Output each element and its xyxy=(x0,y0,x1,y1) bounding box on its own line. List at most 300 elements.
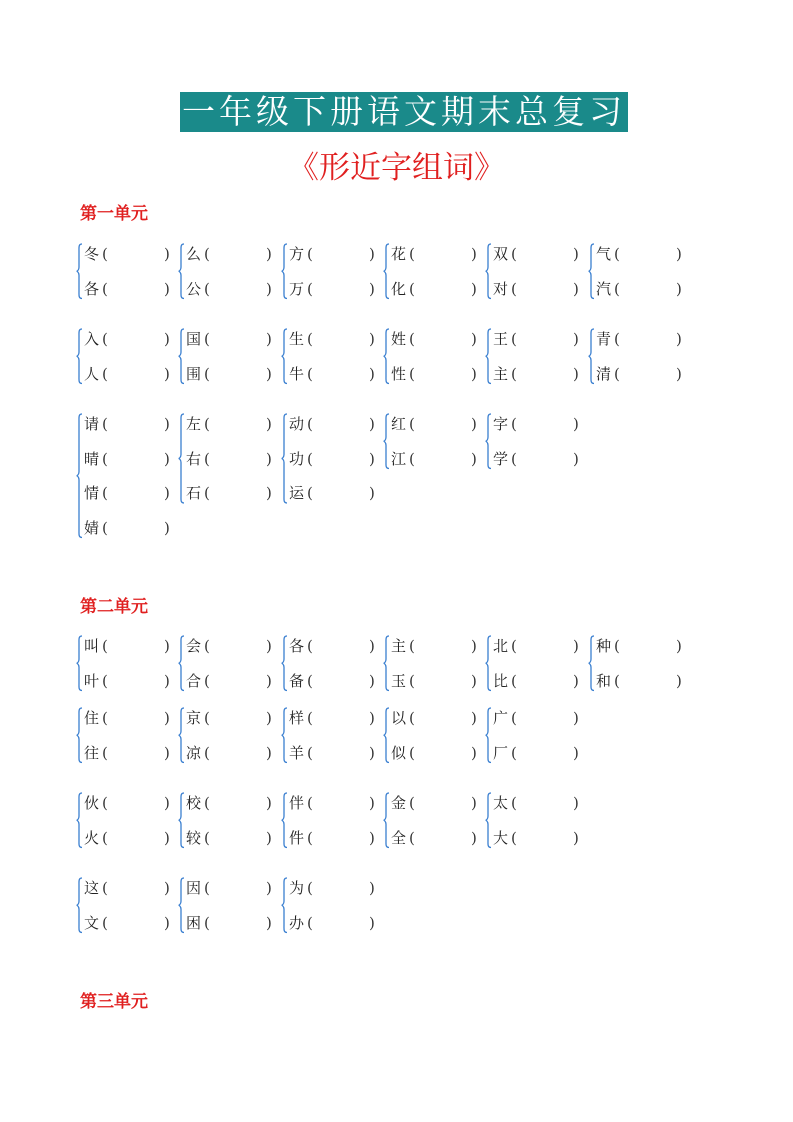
word-blank-row xyxy=(186,707,278,729)
char-group xyxy=(178,413,278,504)
character: 会 xyxy=(186,637,202,655)
paren-open: ( xyxy=(409,637,415,655)
character: 右 xyxy=(186,449,202,468)
paren-open: ( xyxy=(307,330,313,348)
char-group xyxy=(383,413,483,470)
paren-open: ( xyxy=(409,415,415,433)
char-group xyxy=(281,635,381,692)
word-blank-row xyxy=(186,413,278,435)
character: 化 xyxy=(391,279,407,298)
paren-open: ( xyxy=(307,279,313,298)
paren-open: ( xyxy=(204,637,210,655)
group-brace xyxy=(178,413,186,504)
group-brace xyxy=(383,243,391,300)
paren-close: ) xyxy=(266,449,272,468)
word-blank-row xyxy=(493,707,585,729)
word-blank-row xyxy=(391,707,483,729)
word-blank-row xyxy=(84,670,176,692)
word-blank-row xyxy=(84,413,176,435)
paren-close: ) xyxy=(164,449,170,468)
char-group xyxy=(383,328,483,385)
paren-open: ( xyxy=(102,484,108,502)
word-blank-row xyxy=(289,363,381,385)
paren-close: ) xyxy=(369,484,375,502)
character: 厂 xyxy=(493,743,509,762)
paren-open: ( xyxy=(409,743,415,762)
char-group xyxy=(178,243,278,300)
paren-close: ) xyxy=(164,364,170,383)
paren-open: ( xyxy=(307,671,313,690)
word-blank-row xyxy=(186,482,278,504)
paren-close: ) xyxy=(164,415,170,433)
paren-open: ( xyxy=(307,364,313,383)
character: 石 xyxy=(186,484,202,502)
character: 以 xyxy=(391,709,407,727)
group-brace xyxy=(76,707,84,764)
paren-open: ( xyxy=(409,330,415,348)
word-blank-row xyxy=(391,243,483,265)
paren-close: ) xyxy=(573,671,579,690)
word-blank-row xyxy=(289,448,381,470)
character: 动 xyxy=(289,415,305,433)
paren-close: ) xyxy=(164,879,170,897)
word-blank-row xyxy=(596,243,688,265)
paren-open: ( xyxy=(204,415,210,433)
character: 广 xyxy=(493,709,509,727)
paren-open: ( xyxy=(307,879,313,897)
paren-open: ( xyxy=(511,245,517,263)
character: 伙 xyxy=(84,794,100,812)
paren-close: ) xyxy=(266,279,272,298)
word-blank-row xyxy=(186,670,278,692)
paren-close: ) xyxy=(369,743,375,762)
character: 人 xyxy=(84,364,100,383)
character: 住 xyxy=(84,709,100,727)
char-group xyxy=(76,792,176,849)
word-blank-row xyxy=(84,827,176,849)
word-blank-row xyxy=(84,278,176,300)
char-group xyxy=(178,877,278,934)
group-brace xyxy=(281,328,289,385)
char-group xyxy=(588,328,688,385)
word-blank-row xyxy=(289,635,381,657)
paren-open: ( xyxy=(409,245,415,263)
word-blank-row xyxy=(84,877,176,899)
character: 京 xyxy=(186,709,202,727)
character: 方 xyxy=(289,245,305,263)
group-brace xyxy=(485,413,493,470)
character: 青 xyxy=(596,330,612,348)
paren-close: ) xyxy=(369,415,375,433)
character: 文 xyxy=(84,913,100,932)
character: 字 xyxy=(493,415,509,433)
word-blank-row xyxy=(289,792,381,814)
paren-close: ) xyxy=(369,794,375,812)
character: 伴 xyxy=(289,794,305,812)
paren-close: ) xyxy=(164,330,170,348)
character: 往 xyxy=(84,743,100,762)
word-blank-row xyxy=(391,328,483,350)
paren-close: ) xyxy=(471,245,477,263)
paren-open: ( xyxy=(614,637,620,655)
char-group xyxy=(485,413,585,470)
paren-close: ) xyxy=(266,794,272,812)
char-group xyxy=(281,792,381,849)
character: 公 xyxy=(186,279,202,298)
paren-close: ) xyxy=(573,794,579,812)
paren-open: ( xyxy=(102,330,108,348)
character: 主 xyxy=(391,637,407,655)
word-blank-row xyxy=(493,670,585,692)
word-blank-row xyxy=(596,363,688,385)
paren-close: ) xyxy=(369,449,375,468)
paren-close: ) xyxy=(164,743,170,762)
character: 羊 xyxy=(289,743,305,762)
word-blank-row xyxy=(596,328,688,350)
word-blank-row xyxy=(391,827,483,849)
word-blank-row xyxy=(493,635,585,657)
group-brace xyxy=(485,635,493,692)
paren-open: ( xyxy=(511,415,517,433)
word-blank-row xyxy=(289,482,381,504)
word-blank-row xyxy=(84,912,176,934)
paren-open: ( xyxy=(102,828,108,847)
character: 种 xyxy=(596,637,612,655)
char-group xyxy=(178,635,278,692)
paren-open: ( xyxy=(307,415,313,433)
paren-close: ) xyxy=(369,364,375,383)
character: 各 xyxy=(84,279,100,298)
paren-close: ) xyxy=(676,637,682,655)
word-blank-row xyxy=(596,635,688,657)
word-blank-row xyxy=(84,363,176,385)
character: 全 xyxy=(391,828,407,847)
paren-open: ( xyxy=(204,484,210,502)
character: 气 xyxy=(596,245,612,263)
paren-open: ( xyxy=(614,671,620,690)
page-subtitle: 《形近字组词》 xyxy=(288,150,505,186)
word-blank-row xyxy=(289,670,381,692)
word-blank-row xyxy=(493,363,585,385)
character: 清 xyxy=(596,364,612,383)
character: 太 xyxy=(493,794,509,812)
paren-open: ( xyxy=(102,364,108,383)
paren-close: ) xyxy=(573,449,579,468)
char-group xyxy=(383,635,483,692)
word-blank-row xyxy=(289,328,381,350)
paren-close: ) xyxy=(573,364,579,383)
character: 玉 xyxy=(391,671,407,690)
character: 双 xyxy=(493,245,509,263)
character: 似 xyxy=(391,743,407,762)
paren-close: ) xyxy=(471,449,477,468)
paren-close: ) xyxy=(676,671,682,690)
paren-open: ( xyxy=(204,743,210,762)
char-group xyxy=(76,635,176,692)
paren-open: ( xyxy=(511,709,517,727)
paren-close: ) xyxy=(676,364,682,383)
group-brace xyxy=(485,707,493,764)
paren-open: ( xyxy=(511,279,517,298)
word-blank-row xyxy=(84,742,176,764)
character: 围 xyxy=(186,364,202,383)
word-blank-row xyxy=(391,363,483,385)
character: 较 xyxy=(186,828,202,847)
paren-close: ) xyxy=(369,879,375,897)
paren-open: ( xyxy=(614,364,620,383)
paren-close: ) xyxy=(471,330,477,348)
group-brace xyxy=(76,792,84,849)
character: 合 xyxy=(186,671,202,690)
character: 叶 xyxy=(84,671,100,690)
group-brace xyxy=(178,707,186,764)
paren-close: ) xyxy=(266,330,272,348)
word-blank-row xyxy=(186,328,278,350)
character: 样 xyxy=(289,709,305,727)
character: 王 xyxy=(493,330,509,348)
word-blank-row xyxy=(596,670,688,692)
paren-open: ( xyxy=(409,671,415,690)
paren-open: ( xyxy=(204,330,210,348)
paren-close: ) xyxy=(266,879,272,897)
paren-open: ( xyxy=(204,794,210,812)
paren-open: ( xyxy=(102,279,108,298)
word-blank-row xyxy=(186,243,278,265)
character: 入 xyxy=(84,330,100,348)
char-group xyxy=(485,243,585,300)
paren-close: ) xyxy=(369,671,375,690)
char-group xyxy=(485,328,585,385)
word-blank-row xyxy=(186,448,278,470)
paren-close: ) xyxy=(471,828,477,847)
paren-close: ) xyxy=(164,518,170,537)
character: 运 xyxy=(289,484,305,502)
group-brace xyxy=(178,328,186,385)
char-group xyxy=(178,792,278,849)
group-brace xyxy=(76,328,84,385)
word-blank-row xyxy=(289,877,381,899)
word-blank-row xyxy=(186,742,278,764)
char-group xyxy=(281,243,381,300)
paren-open: ( xyxy=(511,449,517,468)
word-blank-row xyxy=(186,912,278,934)
paren-open: ( xyxy=(204,245,210,263)
char-group xyxy=(281,707,381,764)
paren-close: ) xyxy=(573,245,579,263)
word-blank-row xyxy=(186,792,278,814)
character: 牛 xyxy=(289,364,305,383)
paren-close: ) xyxy=(266,671,272,690)
character: 姓 xyxy=(391,330,407,348)
paren-open: ( xyxy=(511,828,517,847)
word-blank-row xyxy=(84,635,176,657)
word-blank-row xyxy=(493,328,585,350)
group-brace xyxy=(588,635,596,692)
paren-open: ( xyxy=(102,879,108,897)
paren-open: ( xyxy=(614,330,620,348)
word-blank-row xyxy=(186,877,278,899)
group-brace xyxy=(383,413,391,470)
word-blank-row xyxy=(84,517,176,539)
paren-close: ) xyxy=(266,743,272,762)
word-blank-row xyxy=(186,363,278,385)
paren-open: ( xyxy=(409,279,415,298)
paren-close: ) xyxy=(164,794,170,812)
paren-open: ( xyxy=(102,415,108,433)
char-group xyxy=(588,243,688,300)
char-group xyxy=(383,792,483,849)
paren-open: ( xyxy=(102,671,108,690)
unit-heading: 第一单元 xyxy=(80,204,148,224)
paren-open: ( xyxy=(102,518,108,537)
group-brace xyxy=(76,635,84,692)
paren-open: ( xyxy=(409,449,415,468)
group-brace xyxy=(76,413,84,539)
char-group xyxy=(76,413,176,539)
paren-close: ) xyxy=(266,245,272,263)
character: 困 xyxy=(186,913,202,932)
character: 汽 xyxy=(596,279,612,298)
char-group xyxy=(485,707,585,764)
paren-open: ( xyxy=(204,913,210,932)
paren-open: ( xyxy=(307,913,313,932)
character: 晴 xyxy=(84,449,100,468)
word-blank-row xyxy=(391,792,483,814)
paren-open: ( xyxy=(204,709,210,727)
character: 主 xyxy=(493,364,509,383)
word-blank-row xyxy=(493,827,585,849)
word-blank-row xyxy=(493,792,585,814)
paren-open: ( xyxy=(614,279,620,298)
character: 校 xyxy=(186,794,202,812)
character: 万 xyxy=(289,279,305,298)
character: 冬 xyxy=(84,245,100,263)
word-blank-row xyxy=(84,792,176,814)
group-brace xyxy=(178,877,186,934)
paren-close: ) xyxy=(471,709,477,727)
paren-open: ( xyxy=(204,671,210,690)
char-group xyxy=(178,707,278,764)
char-group xyxy=(76,877,176,934)
character: 大 xyxy=(493,828,509,847)
group-brace xyxy=(588,328,596,385)
paren-open: ( xyxy=(102,913,108,932)
character: 备 xyxy=(289,671,305,690)
group-brace xyxy=(383,792,391,849)
paren-close: ) xyxy=(266,637,272,655)
paren-open: ( xyxy=(307,449,313,468)
paren-close: ) xyxy=(471,671,477,690)
char-group xyxy=(588,635,688,692)
paren-close: ) xyxy=(369,330,375,348)
group-brace xyxy=(178,635,186,692)
character: 婧 xyxy=(84,518,100,537)
paren-open: ( xyxy=(204,279,210,298)
paren-open: ( xyxy=(204,364,210,383)
paren-close: ) xyxy=(369,709,375,727)
character: 这 xyxy=(84,879,100,897)
paren-close: ) xyxy=(369,828,375,847)
paren-open: ( xyxy=(307,794,313,812)
character: 么 xyxy=(186,245,202,263)
paren-close: ) xyxy=(266,364,272,383)
character: 红 xyxy=(391,415,407,433)
group-brace xyxy=(281,635,289,692)
character: 件 xyxy=(289,828,305,847)
paren-open: ( xyxy=(511,330,517,348)
paren-open: ( xyxy=(511,743,517,762)
group-brace xyxy=(281,243,289,300)
paren-close: ) xyxy=(369,913,375,932)
paren-close: ) xyxy=(471,743,477,762)
word-blank-row xyxy=(493,413,585,435)
paren-close: ) xyxy=(164,709,170,727)
paren-open: ( xyxy=(307,484,313,502)
paren-open: ( xyxy=(409,364,415,383)
word-blank-row xyxy=(84,328,176,350)
character: 各 xyxy=(289,637,305,655)
character: 北 xyxy=(493,637,509,655)
paren-close: ) xyxy=(471,279,477,298)
char-group xyxy=(76,243,176,300)
paren-open: ( xyxy=(307,709,313,727)
word-blank-row xyxy=(493,243,585,265)
character: 金 xyxy=(391,794,407,812)
word-blank-row xyxy=(289,827,381,849)
paren-close: ) xyxy=(573,415,579,433)
character: 江 xyxy=(391,449,407,468)
paren-close: ) xyxy=(369,279,375,298)
character: 生 xyxy=(289,330,305,348)
word-blank-row xyxy=(391,670,483,692)
word-blank-row xyxy=(289,912,381,934)
paren-close: ) xyxy=(369,637,375,655)
char-group xyxy=(76,328,176,385)
paren-open: ( xyxy=(307,637,313,655)
word-blank-row xyxy=(186,278,278,300)
paren-close: ) xyxy=(471,415,477,433)
paren-close: ) xyxy=(573,828,579,847)
unit-heading: 第三单元 xyxy=(80,992,148,1012)
character: 学 xyxy=(493,449,509,468)
group-brace xyxy=(281,877,289,934)
paren-close: ) xyxy=(164,279,170,298)
character: 功 xyxy=(289,449,305,468)
character: 国 xyxy=(186,330,202,348)
group-brace xyxy=(76,877,84,934)
word-blank-row xyxy=(391,742,483,764)
character: 请 xyxy=(84,415,100,433)
paren-close: ) xyxy=(573,279,579,298)
paren-open: ( xyxy=(511,671,517,690)
char-group xyxy=(485,635,585,692)
word-blank-row xyxy=(493,278,585,300)
group-brace xyxy=(76,243,84,300)
paren-open: ( xyxy=(409,794,415,812)
paren-open: ( xyxy=(204,449,210,468)
paren-open: ( xyxy=(307,828,313,847)
character: 叫 xyxy=(84,637,100,655)
paren-close: ) xyxy=(266,484,272,502)
word-blank-row xyxy=(596,278,688,300)
paren-open: ( xyxy=(204,828,210,847)
word-blank-row xyxy=(289,278,381,300)
character: 和 xyxy=(596,671,612,690)
word-blank-row xyxy=(391,448,483,470)
paren-close: ) xyxy=(369,245,375,263)
group-brace xyxy=(281,413,289,504)
paren-open: ( xyxy=(409,828,415,847)
